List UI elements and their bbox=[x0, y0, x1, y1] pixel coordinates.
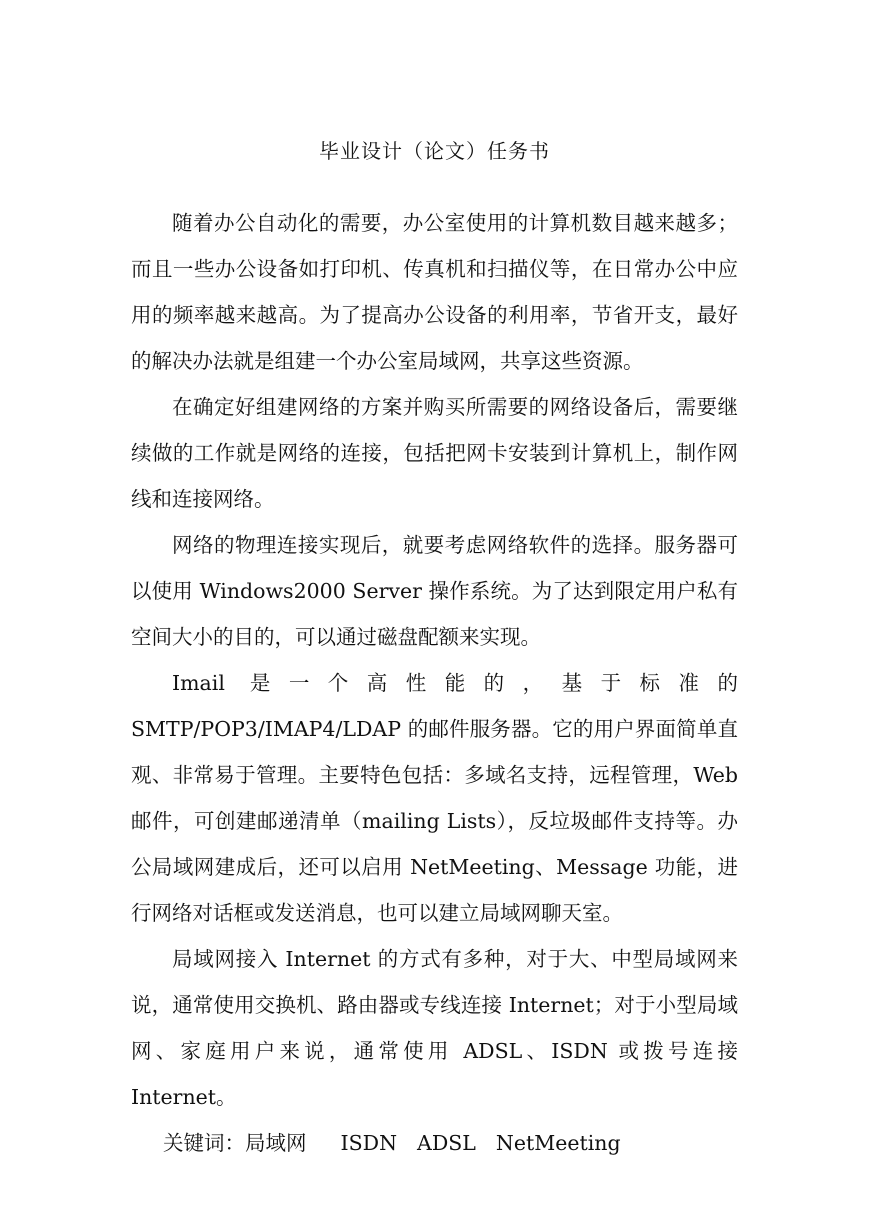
keyword-term: ADSL bbox=[417, 1131, 476, 1155]
document-title: 毕业设计（论文）任务书 bbox=[319, 139, 550, 163]
paragraph-network-connection: 在确定好组建网络的方案并购买所需要的网络设备后，需要继续做的工作就是网络的连接，包括把网卡安装到计算机上，制作网线和连接网络。 bbox=[131, 395, 738, 511]
paragraph-software: 网络的物理连接实现后，就要考虑网络软件的选择。服务器可以使用 Windows2000 Server 操作系统。为了达到限定用户私有空间大小的目的，可以通过磁盘配额来实现。 bbox=[131, 533, 738, 649]
keyword-term: NetMeeting bbox=[495, 1131, 621, 1155]
document-body bbox=[131, 200, 738, 1166]
keywords-label: 关键词：局域网 bbox=[163, 1131, 307, 1155]
keywords-line bbox=[131, 1120, 738, 1166]
paragraph-imail: Imail 是一个高性能的，基于标准的 SMTP/POP3/IMAP4/LDAP 的邮件服务器。它的用户界面简单直观、非常易于管理。主要特色包括：多域名支持，远程管理，Web 邮件，可创建邮递清单（mailing Lists），反垃圾邮件支持等。办公局域网建成后，还可以启用 NetMeeting、Message 功能，进行网络对话框或发送消息，也可以建立局域网聊天室。 bbox=[131, 671, 738, 925]
keyword-term: ISDN bbox=[340, 1131, 398, 1155]
paragraph-internet-access: 局域网接入 Internet 的方式有多种，对于大、中型局域网来说，通常使用交换机、路由器或专线连接 Internet；对于小型局域网、家庭用户来说，通常使用 ADSL、ISDN 或拨号连接 Internet。 bbox=[131, 947, 738, 1109]
paragraph-intro: 随着办公自动化的需要，办公室使用的计算机数目越来越多；而且一些办公设备如打印机、传真机和扫描仪等，在日常办公中应用的频率越来越高。为了提高办公设备的利用率，节省开支，最好的解决办法就是组建一个办公室局域网，共享这些资源。 bbox=[131, 211, 738, 373]
